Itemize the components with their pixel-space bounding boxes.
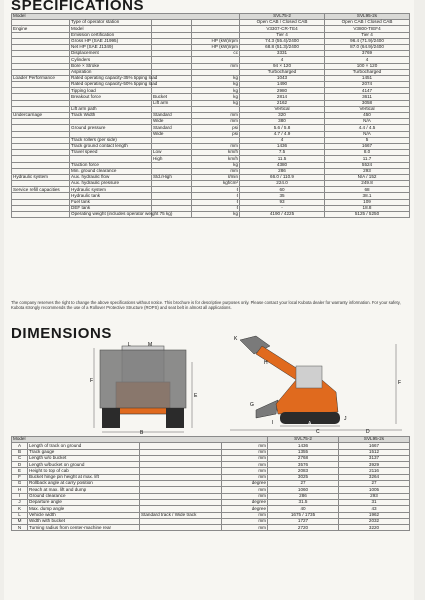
spec-value-2: 96.4 (71.9)/2400	[325, 38, 410, 44]
spec-value-1: 3331	[240, 51, 325, 57]
spec-unit: mm	[192, 119, 240, 125]
spec-item: Model	[70, 26, 152, 32]
dims-value-2: 1005	[339, 487, 410, 493]
dims-value-2: 3264	[339, 474, 410, 480]
side-label-c: C	[316, 429, 320, 435]
spec-unit: km/h	[192, 150, 240, 156]
dims-code: M	[12, 518, 28, 524]
spec-value-1: 74.3 (55.4)/2400	[240, 38, 325, 44]
front-label-b: B	[140, 430, 144, 436]
spec-value-1: 224.0	[240, 181, 325, 187]
spec-unit: mm	[192, 143, 240, 149]
dims-row	[12, 525, 410, 531]
dims-unit: mm	[222, 449, 268, 455]
side-label-i: I	[272, 420, 274, 426]
spec-value-2: 4.4 / 4.5	[325, 125, 410, 131]
spec-value-2: 3769	[325, 51, 410, 57]
dims-value-1: 1727	[268, 518, 339, 524]
spec-header-model-2: SVL95-2s	[325, 14, 410, 20]
dims-value-2: 1667	[339, 443, 410, 449]
side-label-k: K	[234, 336, 238, 342]
dims-code: L	[12, 512, 28, 518]
spec-value-2: N/A	[325, 119, 410, 125]
spec-value-2: 5125 / 5250	[325, 212, 410, 218]
dims-item: Rollback angle at carry position	[28, 481, 140, 487]
spec-value-2: 3058	[325, 100, 410, 106]
spec-item: Travel speed	[70, 150, 152, 156]
spec-value-1: 286	[240, 168, 325, 174]
side-label-h: H	[264, 360, 268, 366]
dims-value-1: 27	[268, 481, 339, 487]
spec-value-2: 450	[325, 113, 410, 119]
spec-value-1: 93	[240, 199, 325, 205]
spec-value-1: 2980	[240, 88, 325, 94]
spec-item: Rated operating capacity-50% tipping load	[71, 81, 158, 87]
spec-item: Tipping load	[70, 88, 152, 94]
spec-value-2: 2074	[325, 82, 410, 88]
spec-row	[12, 212, 410, 218]
spec-sub: Standard	[152, 113, 192, 119]
spec-group: Service refill capacities	[12, 187, 70, 193]
dims-unit: degree	[222, 506, 268, 512]
spec-item: Lift arm path	[70, 106, 152, 112]
spec-group: Engine	[12, 26, 70, 32]
spec-value-2: 293	[325, 168, 410, 174]
spec-item: Track ground contact length	[70, 143, 152, 149]
spec-value-2: 3611	[325, 94, 410, 100]
spec-item: Aspiration	[70, 69, 152, 75]
spec-unit: kg	[192, 94, 240, 100]
dims-value-1: 2720	[268, 525, 339, 531]
spec-value-2: 68	[325, 187, 410, 193]
spec-value-2: 87.0 (64.9)/2400	[325, 44, 410, 50]
spec-value-1: -	[240, 205, 325, 211]
spec-header-model-1: SVL75-2	[240, 14, 325, 20]
spec-value-1: 4	[240, 137, 325, 143]
dims-value-2: 3929	[339, 462, 410, 468]
spec-value-1: Turbocharged	[240, 69, 325, 75]
spec-value-2: V3800-TIEF4	[325, 26, 410, 32]
dims-value-1: 1675 / 1735	[268, 512, 339, 518]
spec-value-2: Open CAB / Closed CAB	[325, 20, 410, 26]
spec-unit: kg	[192, 212, 240, 218]
front-label-e: E	[194, 393, 198, 399]
dims-code: F	[12, 474, 28, 480]
dims-code: J	[12, 499, 28, 505]
dims-item: Length of track on ground	[28, 443, 140, 449]
spec-unit: kg	[192, 88, 240, 94]
front-view-drawing	[88, 342, 198, 434]
spec-unit: km/h	[192, 156, 240, 162]
spec-value-1: Vertical	[240, 106, 325, 112]
spec-unit: mm	[192, 63, 240, 69]
spec-value-1: 66.0 / 110.9	[240, 174, 325, 180]
dims-code: N	[12, 525, 28, 531]
spec-value-1: 320	[240, 113, 325, 119]
spec-value-2: 18.8	[325, 205, 410, 211]
spec-unit: psi	[192, 125, 240, 131]
dims-header-model-2: SVL95-2s	[339, 437, 410, 443]
spec-value-1: 1490	[240, 82, 325, 88]
dims-value-1: 31.5	[268, 499, 339, 505]
spec-item: Hydraulic system	[70, 187, 152, 193]
spec-unit: mm	[192, 113, 240, 119]
spec-value-2: Tier 4	[325, 32, 410, 38]
front-label-f: F	[90, 378, 94, 384]
dims-item: Departure angle	[28, 499, 140, 505]
spec-value-1: 2814	[240, 94, 325, 100]
spec-item: Cylinders	[70, 57, 152, 63]
dims-value-2: 1962	[339, 512, 410, 518]
spec-value-2: 1451	[325, 75, 410, 81]
dims-value-2: 43	[339, 506, 410, 512]
dims-item: Length w/o bucket	[28, 455, 140, 461]
spec-value-1: 1436	[240, 143, 325, 149]
spec-value-1: 380	[240, 119, 325, 125]
dims-item: Max. dump angle	[28, 506, 140, 512]
spec-value-2: N/A	[325, 131, 410, 137]
spec-value-2: N/A / 152	[325, 174, 410, 180]
specifications-title: SPECIFICATIONS	[11, 0, 145, 14]
spec-unit: ℓ	[192, 205, 240, 211]
spec-value-2: 11.7	[325, 156, 410, 162]
spec-value-2: 100 × 120	[325, 63, 410, 69]
spec-unit: HP (kW)/rpm	[192, 44, 240, 50]
spec-value-1: 2162	[240, 100, 325, 106]
side-label-f: F	[398, 380, 402, 386]
spec-item: Track Width	[70, 113, 152, 119]
dims-code: C	[12, 455, 28, 461]
spec-value-1: 5.6 / 5.8	[240, 125, 325, 131]
spec-value-1: 1043	[240, 75, 325, 81]
dims-value-2: 3137	[339, 455, 410, 461]
spec-value-1: 4190 / 4225	[240, 212, 325, 218]
dims-code: K	[12, 506, 28, 512]
dims-unit: mm	[222, 487, 268, 493]
spec-unit: ℓ/min	[192, 174, 240, 180]
dims-unit: mm	[222, 462, 268, 468]
specifications-table	[11, 13, 410, 218]
spec-group	[12, 212, 70, 218]
dims-value-1: 1355	[268, 449, 339, 455]
spec-item: Hydraulic tank	[70, 193, 152, 199]
spec-value-2: Turbocharged	[325, 69, 410, 75]
spec-item: Displacement	[70, 51, 152, 57]
spec-item: Aux. hydraulic pressure	[70, 181, 152, 187]
spec-item: Min. ground clearance	[70, 168, 152, 174]
dims-code: E	[12, 468, 28, 474]
brochure-page	[4, 0, 414, 600]
dims-item: Length w/bucket on ground	[28, 462, 140, 468]
dims-value-2: 2032	[339, 518, 410, 524]
spec-group: Loader Performance	[12, 75, 70, 81]
spec-value-1: 4	[240, 57, 325, 63]
spec-value-2: 1667	[325, 143, 410, 149]
dims-item: Bucket hinge pin height at max. lift	[28, 474, 140, 480]
dims-item: Width with bucket	[28, 518, 140, 524]
spec-item: Ground pressure	[70, 125, 152, 131]
spec-value-2: 5	[325, 137, 410, 143]
spec-item: Emission certification	[70, 32, 152, 38]
spec-value-1: Tier 4	[240, 32, 325, 38]
spec-unit: ℓ	[192, 199, 240, 205]
disclaimer-note: The company reserves the right to change the above specifications without notice. This brochure is for descriptive purposes only. Please contact your local Kubota dealer for warranty information. For your safety, Kubota strongly recommends the use of a Rollover Protective Structure (ROPS) and seat belt in almost all applications.	[11, 300, 401, 310]
dims-value-2: 31	[339, 499, 410, 505]
dims-value-1: 286	[268, 493, 339, 499]
dims-item: Vehicle width	[28, 512, 140, 518]
dims-value-1: 2768	[268, 455, 339, 461]
spec-sub: Wide	[152, 119, 192, 125]
dims-unit: mm	[222, 455, 268, 461]
spec-value-1: 4.7 / 4.9	[240, 131, 325, 137]
dims-sub	[140, 525, 222, 531]
front-label-l: L	[128, 342, 131, 348]
dims-code: A	[12, 443, 28, 449]
front-label-m: M	[148, 342, 153, 348]
dims-header-model-1: SVL75-2	[268, 437, 339, 443]
dims-unit: mm	[222, 443, 268, 449]
spec-sub: Low	[152, 150, 192, 156]
spec-item: Fuel tank	[70, 199, 152, 205]
dims-unit: mm	[222, 493, 268, 499]
spec-unit: mm	[192, 168, 240, 174]
dims-code: B	[12, 449, 28, 455]
dims-value-1: 3025	[268, 474, 339, 480]
spec-sub: Bucket	[152, 94, 192, 100]
dims-value-2: 2116	[339, 468, 410, 474]
spec-value-2: Vertical	[325, 106, 410, 112]
spec-item: Net HP (SAE J1349)	[70, 44, 152, 50]
spec-value-2: 38.1	[325, 193, 410, 199]
spec-unit: kg	[192, 162, 240, 168]
spec-value-2: 249.8	[325, 181, 410, 187]
dims-code: G	[12, 481, 28, 487]
dims-item: Turning radius from center-machine rear	[28, 525, 140, 531]
dims-unit: mm	[222, 525, 268, 531]
side-view-drawing	[226, 334, 406, 434]
dims-value-2: 1512	[339, 449, 410, 455]
dims-value-2: 293	[339, 493, 410, 499]
dims-value-1: 3576	[268, 462, 339, 468]
spec-item: Breakout force	[70, 94, 152, 100]
spec-unit: kg	[192, 82, 240, 88]
side-label-a: A	[308, 421, 312, 427]
spec-item: Bore × Stroke	[70, 63, 152, 69]
spec-item: Traction force	[70, 162, 152, 168]
spec-sub: Standard	[152, 125, 192, 131]
spec-item: Operating weight (includes operator weight 75 kg)	[71, 211, 173, 217]
spec-sub: Std./High	[152, 174, 192, 180]
dims-unit: degree	[222, 481, 268, 487]
dims-item: Height to top of cab	[28, 468, 140, 474]
spec-item: Track rollers (per side)	[70, 137, 152, 143]
dims-code: H	[12, 487, 28, 493]
dims-item: Reach at max. lift and dump	[28, 487, 140, 493]
spec-value-1: Open CAB / Closed CAB	[240, 20, 325, 26]
dims-value-1: 1060	[268, 487, 339, 493]
spec-unit: psi	[192, 131, 240, 137]
dims-header-label: Model	[12, 437, 268, 443]
spec-value-2: 5524	[325, 162, 410, 168]
spec-sub: Lift arm	[152, 100, 192, 106]
dims-unit: mm	[222, 474, 268, 480]
dims-item: Track gauge	[28, 449, 140, 455]
dims-value-1: 40	[268, 506, 339, 512]
dims-item: Ground clearance	[28, 493, 140, 499]
spec-unit: cc	[192, 51, 240, 57]
spec-value-1: 60	[240, 187, 325, 193]
spec-unit: ℓ	[192, 193, 240, 199]
spec-item: Type of operator station	[70, 20, 152, 26]
spec-sub: Wide	[152, 131, 192, 137]
side-label-j: J	[344, 416, 347, 422]
spec-unit: ℓ	[192, 187, 240, 193]
dims-value-2: 27	[339, 481, 410, 487]
side-label-g: G	[250, 402, 254, 408]
spec-item: Aux. hydraulic flow	[70, 174, 152, 180]
dims-value-1: 2083	[268, 468, 339, 474]
spec-value-1: V3307-CR-TE4	[240, 26, 325, 32]
spec-sub: High	[152, 156, 192, 162]
spec-value-1: 94 × 120	[240, 63, 325, 69]
spec-group: Undercarriage	[12, 113, 70, 119]
dims-unit: mm	[222, 512, 268, 518]
spec-value-2: 8.0	[325, 150, 410, 156]
dims-sub: Standard track / Wide track	[140, 512, 222, 518]
spec-value-2: 109	[325, 199, 410, 205]
dimensions-title: DIMENSIONS	[11, 325, 113, 342]
dims-value-2: 3220	[339, 525, 410, 531]
spec-value-2: 4	[325, 57, 410, 63]
dims-unit: mm	[222, 468, 268, 474]
spec-value-1: 35	[240, 193, 325, 199]
side-label-d: D	[366, 429, 370, 435]
spec-unit: kgf/cm²	[192, 181, 240, 187]
spec-value-1: 11.5	[240, 156, 325, 162]
dims-value-1: 1436	[268, 443, 339, 449]
spec-value-1: 7.5	[240, 150, 325, 156]
spec-header-label: Model	[12, 14, 240, 20]
dims-code: I	[12, 493, 28, 499]
spec-value-2: 4147	[325, 88, 410, 94]
spec-item: Gross HP (SAE J1995)	[70, 38, 152, 44]
spec-item: Rated operating capacity-35% tipping load	[71, 75, 158, 81]
dimensions-table	[11, 436, 410, 531]
dims-unit: degree	[222, 499, 268, 505]
spec-item: DEF tank	[70, 205, 152, 211]
spec-unit: kg	[192, 75, 240, 81]
spec-group: Hydraulic system	[12, 174, 70, 180]
spec-value-1: 68.8 (51.3)/2400	[240, 44, 325, 50]
dims-unit: mm	[222, 518, 268, 524]
spec-unit: HP (kW)/rpm	[192, 38, 240, 44]
spec-unit: kg	[192, 100, 240, 106]
spec-value-1: 4380	[240, 162, 325, 168]
dims-code: D	[12, 462, 28, 468]
